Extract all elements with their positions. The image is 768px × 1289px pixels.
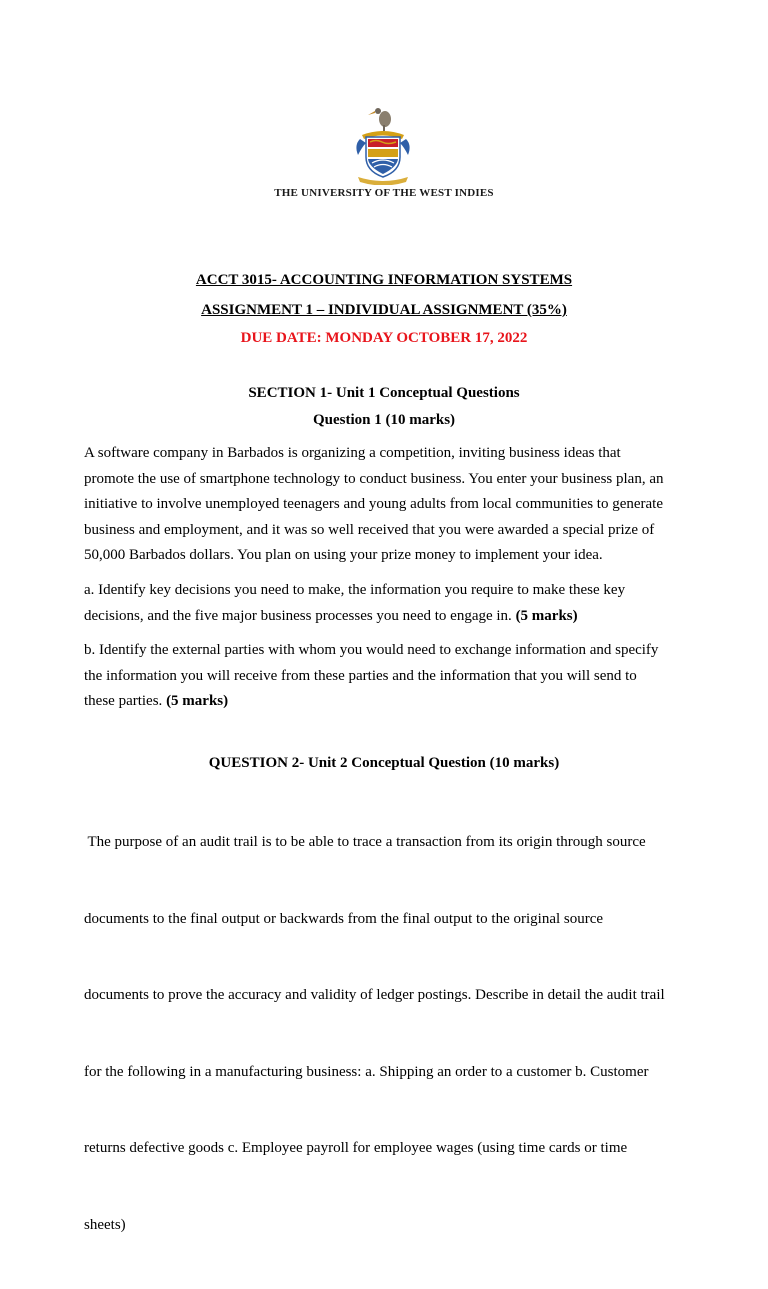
- intro-line: initiative to involve unemployed teenagers and young adults from local communities to generate: [84, 496, 664, 512]
- intro-line: promote the use of smartphone technology to conduct business. You enter your business plan, an: [84, 470, 664, 487]
- question2-line: documents to the final output or backwards from the final output to the original source: [84, 910, 604, 927]
- section1-title: SECTION 1- Unit 1 Conceptual Questions: [248, 385, 520, 401]
- question2-line: for the following in a manufacturing business: a. Shipping an order to a customer b. Customer: [84, 1063, 649, 1080]
- university-crest-logo: [352, 105, 414, 185]
- part-a-line: decisions, and the five major business processes you need to engage in.: [84, 607, 512, 624]
- question1-title: Question 1 (10 marks): [312, 412, 456, 428]
- question2-line: documents to prove the accuracy and validity of ledger postings. Describe in detail the audit trail: [84, 987, 665, 1003]
- question2-line: returns defective goods c. Employee payroll for employee wages (using time cards or time: [84, 1140, 628, 1156]
- part-b-marks: (5 marks): [166, 693, 229, 709]
- question1-part-a: [84, 578, 704, 629]
- question2-title: QUESTION 2- Unit 2 Conceptual Question (10 marks): [208, 755, 560, 771]
- part-b-line: b. Identify the external parties with whom you would need to exchange information and specify: [84, 642, 659, 658]
- crest-icon: [352, 105, 414, 185]
- question2-line: sheets): [84, 1216, 126, 1233]
- intro-line: business and employment, and it was so well received that you were awarded a special prize of: [84, 521, 655, 538]
- intro-line: A software company in Barbados is organizing a competition, inviting business ideas that: [84, 445, 621, 461]
- part-b-line: the information you will receive from these parties and the information that you will send to: [84, 667, 637, 684]
- part-a-line: a. Identify key decisions you need to make, the information you require to make these key: [84, 582, 626, 598]
- due-date: DUE DATE: MONDAY OCTOBER 17, 2022: [240, 330, 528, 346]
- question2-line: The purpose of an audit trail is to be able to trace a transaction from its origin through source: [84, 834, 646, 850]
- question1-intro: [84, 441, 704, 569]
- question2-body: [84, 779, 704, 1289]
- intro-line: 50,000 Barbados dollars. You plan on using your prize money to implement your idea.: [84, 547, 603, 563]
- assignment-title: ASSIGNMENT 1 – INDIVIDUAL ASSIGNMENT (35%): [201, 302, 567, 318]
- university-name: THE UNIVERSITY OF THE WEST INDIES: [274, 187, 494, 199]
- part-a-marks: (5 marks): [515, 607, 578, 624]
- course-title: ACCT 3015- ACCOUNTING INFORMATION SYSTEMS: [195, 272, 573, 288]
- part-b-line: these parties.: [84, 693, 163, 709]
- question1-part-b: [84, 638, 704, 715]
